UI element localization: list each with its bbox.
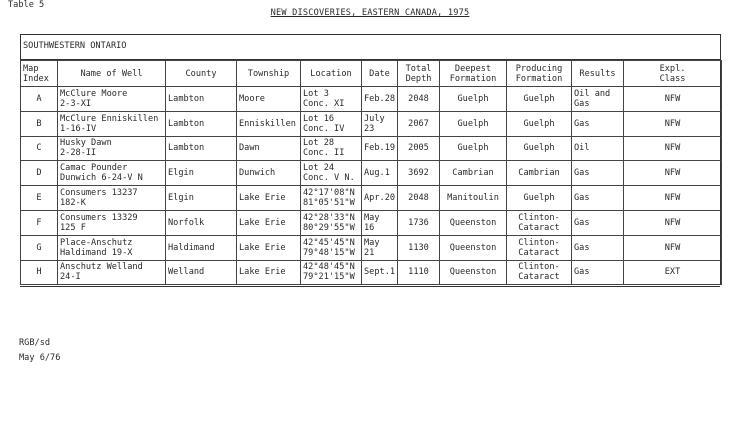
cell-expl-class: NFW (624, 210, 722, 235)
cell-county: Elgin (166, 186, 237, 211)
cell-line: Gas (574, 168, 590, 179)
header-location (301, 61, 362, 87)
cell-line: Consumers 13329 (60, 212, 138, 223)
cell-township: Lake Erie (237, 235, 301, 260)
cell-well-name (58, 136, 166, 161)
cell-date: Sept.1 (362, 260, 398, 285)
cell-results (572, 161, 624, 186)
cell-well-name (58, 87, 166, 112)
cell-expl-class: NFW (624, 136, 722, 161)
cell-producing-formation (507, 210, 572, 235)
cell-county: Norfolk (166, 210, 237, 235)
cell-line: Date (369, 68, 390, 79)
cell-location (301, 111, 362, 136)
table-row (21, 210, 722, 235)
cell-township: Enniskillen (237, 111, 301, 136)
cell-results (572, 186, 624, 211)
cell-expl-class: EXT (624, 260, 722, 285)
cell-producing-formation (507, 235, 572, 260)
table-row (21, 136, 722, 161)
cell-deepest-formation: Guelph (440, 87, 507, 112)
cell-line: Husky Dawn (60, 138, 112, 149)
footer-date: May 6/76 (19, 353, 61, 363)
cell-line: Cambrian (518, 168, 560, 179)
table-row (21, 161, 722, 186)
cell-date: May 21 (362, 235, 398, 260)
table-header-row (21, 61, 722, 87)
cell-line: 24-I (60, 272, 81, 283)
cell-line: Depth (405, 73, 432, 84)
cell-line: Lot 24 (303, 163, 335, 174)
cell-map-index: C (21, 136, 58, 161)
cell-total-depth: 1130 (398, 235, 440, 260)
cell-line: Gas (574, 217, 590, 228)
header-producing-formation (507, 61, 572, 87)
cell-county: Lambton (166, 111, 237, 136)
cell-line: Clinton- (518, 237, 560, 248)
cell-map-index: H (21, 260, 58, 285)
cell-line: McClure Enniskillen (60, 113, 159, 124)
cell-date: May 16 (362, 210, 398, 235)
cell-line: Class (659, 73, 686, 84)
cell-location (301, 210, 362, 235)
cell-date: Feb.19 (362, 136, 398, 161)
cell-expl-class: NFW (624, 186, 722, 211)
cell-results (572, 87, 624, 112)
header-map-index (21, 61, 58, 87)
cell-line: 1-16-IV (60, 123, 97, 134)
cell-results (572, 111, 624, 136)
cell-line: Clinton- (518, 212, 560, 223)
cell-line: Cataract (518, 222, 560, 233)
cell-line: 2-3-XI (60, 98, 92, 109)
cell-line: 80°29'55"W (303, 222, 355, 233)
cell-date: Aug.1 (362, 161, 398, 186)
cell-results (572, 136, 624, 161)
header-deepest-formation (440, 61, 507, 87)
cell-results (572, 235, 624, 260)
cell-line: Formation (449, 73, 497, 84)
cell-county: Lambton (166, 87, 237, 112)
cell-producing-formation (507, 161, 572, 186)
footer-initials: RGB/sd (19, 338, 51, 348)
cell-line: Oil and (574, 88, 611, 99)
cell-line: 182-K (60, 198, 86, 209)
cell-line: Conc. V N. (303, 173, 355, 184)
cell-line: 42°45'45"N (303, 237, 355, 248)
cell-expl-class: NFW (624, 161, 722, 186)
cell-line: Lot 28 (303, 138, 335, 149)
cell-line: Guelph (523, 118, 555, 129)
cell-deepest-formation: Manitoulin (440, 186, 507, 211)
cell-line: Location (310, 68, 352, 79)
cell-map-index: A (21, 87, 58, 112)
cell-line: Haldimand 19-X (60, 247, 133, 258)
cell-line: County (185, 68, 217, 79)
cell-deepest-formation: Guelph (440, 136, 507, 161)
cell-line: Dunwich 6-24-V N (60, 173, 143, 184)
header-total-depth (398, 61, 440, 87)
cell-location (301, 87, 362, 112)
cell-line: Total (405, 63, 432, 74)
page-title: NEW DISCOVERIES, EASTERN CANADA, 1975 (270, 8, 470, 18)
cell-producing-formation (507, 186, 572, 211)
table-row (21, 235, 722, 260)
cell-county: Welland (166, 260, 237, 285)
cell-expl-class: NFW (624, 87, 722, 112)
cell-total-depth: 2048 (398, 87, 440, 112)
cell-expl-class: NFW (624, 111, 722, 136)
cell-line: Gas (574, 242, 590, 253)
cell-producing-formation (507, 136, 572, 161)
table-body (21, 87, 722, 285)
cell-line: 79°48'15"W (303, 247, 355, 258)
discoveries-table (20, 60, 722, 285)
cell-location (301, 260, 362, 285)
cell-map-index: G (21, 235, 58, 260)
cell-expl-class: NFW (624, 235, 722, 260)
cell-line: McClure Moore (60, 88, 128, 99)
cell-deepest-formation: Queenston (440, 235, 507, 260)
cell-producing-formation (507, 111, 572, 136)
cell-line: 42°48'45"N (303, 262, 355, 273)
cell-line: Producing (515, 63, 563, 74)
cell-line: 42°28'33"N (303, 212, 355, 223)
header-county (166, 61, 237, 87)
cell-deepest-formation: Queenston (440, 260, 507, 285)
cell-line: Gas (574, 267, 590, 278)
cell-well-name (58, 260, 166, 285)
cell-line: Gas (574, 193, 590, 204)
cell-township: Moore (237, 87, 301, 112)
cell-township: Lake Erie (237, 210, 301, 235)
cell-line: Consumers 13237 (60, 188, 138, 199)
cell-line: Gas (574, 98, 590, 109)
cell-deepest-formation: Queenston (440, 210, 507, 235)
cell-line: Guelph (523, 93, 555, 104)
cell-map-index: F (21, 210, 58, 235)
cell-line: Name of Well (80, 68, 143, 79)
cell-township: Dunwich (237, 161, 301, 186)
cell-township: Dawn (237, 136, 301, 161)
cell-township: Lake Erie (237, 260, 301, 285)
cell-line: Conc. II (303, 148, 345, 159)
cell-line: Map (23, 63, 39, 74)
cell-location (301, 235, 362, 260)
cell-line: Expl. (659, 63, 686, 74)
table-number-label: Table 5 (8, 0, 45, 10)
cell-line: Guelph (523, 193, 555, 204)
cell-line: Cataract (518, 272, 560, 283)
table-row (21, 111, 722, 136)
cell-line: Lot 3 (303, 88, 329, 99)
cell-line: Results (579, 68, 616, 79)
cell-total-depth: 1110 (398, 260, 440, 285)
cell-results (572, 260, 624, 285)
cell-line: Formation (515, 73, 563, 84)
cell-line: Clinton- (518, 262, 560, 273)
cell-line: Conc. IV (303, 123, 345, 134)
cell-well-name (58, 186, 166, 211)
cell-date: Apr.20 (362, 186, 398, 211)
cell-location (301, 161, 362, 186)
cell-total-depth: 3692 (398, 161, 440, 186)
cell-date: Feb.28 (362, 87, 398, 112)
cell-line: 42°17'08"N (303, 188, 355, 199)
cell-line: 81°05'51"W (303, 198, 355, 209)
table-row (21, 186, 722, 211)
cell-total-depth: 2048 (398, 186, 440, 211)
cell-line: Guelph (523, 143, 555, 154)
cell-results (572, 210, 624, 235)
cell-township: Lake Erie (237, 186, 301, 211)
cell-well-name (58, 210, 166, 235)
cell-county: Haldimand (166, 235, 237, 260)
cell-line: Gas (574, 118, 590, 129)
header-date (362, 61, 398, 87)
cell-line: 2-28-II (60, 148, 97, 159)
cell-line: 79°21'15"W (303, 272, 355, 283)
cell-total-depth: 2067 (398, 111, 440, 136)
header-name-of-well (58, 61, 166, 87)
header-expl-class (624, 61, 722, 87)
cell-deepest-formation: Guelph (440, 111, 507, 136)
cell-line: Township (247, 68, 290, 79)
cell-location (301, 136, 362, 161)
cell-well-name (58, 111, 166, 136)
table-row (21, 260, 722, 285)
cell-line: Anschutz Welland (60, 262, 143, 273)
cell-line: Index (23, 73, 49, 84)
cell-map-index: D (21, 161, 58, 186)
cell-county: Elgin (166, 161, 237, 186)
cell-well-name (58, 161, 166, 186)
cell-producing-formation (507, 87, 572, 112)
cell-line: Oil (574, 143, 590, 154)
cell-well-name (58, 235, 166, 260)
cell-total-depth: 1736 (398, 210, 440, 235)
cell-map-index: B (21, 111, 58, 136)
header-township (237, 61, 301, 87)
table-row (21, 87, 722, 112)
cell-line: Place-Anschutz (60, 237, 133, 248)
cell-line: Lot 16 (303, 113, 335, 124)
cell-line: 125 F (60, 222, 86, 233)
cell-map-index: E (21, 186, 58, 211)
header-results (572, 61, 624, 87)
cell-county: Lambton (166, 136, 237, 161)
cell-producing-formation (507, 260, 572, 285)
cell-date: July 23 (362, 111, 398, 136)
cell-location (301, 186, 362, 211)
cell-line: Cataract (518, 247, 560, 258)
region-label: SOUTHWESTERN ONTARIO (23, 41, 127, 51)
cell-line: Camac Pounder (60, 163, 128, 174)
cell-deepest-formation: Cambrian (440, 161, 507, 186)
cell-line: Deepest (454, 63, 492, 74)
cell-line: Conc. XI (303, 98, 345, 109)
cell-total-depth: 2005 (398, 136, 440, 161)
